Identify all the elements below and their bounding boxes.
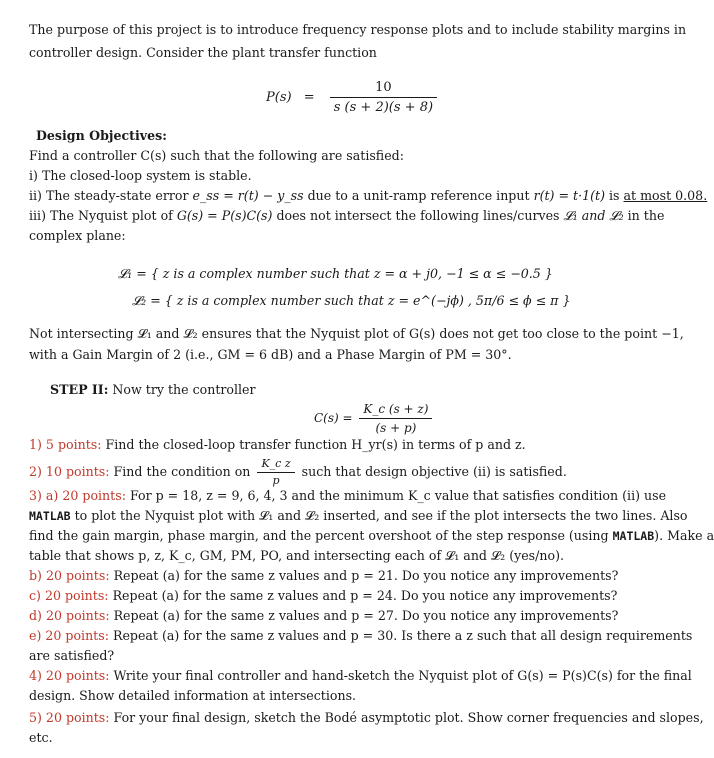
task-2-fraction [257, 458, 294, 487]
task-3c-text: Repeat (a) for the same z values and p = 24. Do you notice any improvements? [112, 588, 618, 603]
task-1-text: Find the closed-loop transfer function H_yr(s) in terms of p and z. [105, 437, 526, 452]
objective-item-3 [29, 208, 700, 224]
objectives-heading: Design Objectives: [36, 128, 167, 143]
controller-equation [314, 402, 435, 435]
task-3c-points: c) 20 points: [29, 588, 109, 603]
objectives-find: Find a controller C(s) such that the following are satisfied: [29, 148, 404, 163]
objective-item-1: i) The closed-loop system is stable. [29, 168, 252, 183]
task-5-cont: etc. [29, 730, 53, 745]
task-3e-cont: are satisfied? [29, 648, 115, 663]
plant-numerator: 10 [375, 80, 392, 95]
task-3e [29, 628, 700, 644]
plant-fraction [330, 80, 437, 115]
item2-text-b: due to a unit-ramp reference input [307, 188, 530, 203]
set-L1: 𝓛₁ = { z is a complex number such that z = α + j0, −1 ≤ α ≤ −0.5 } [118, 266, 553, 281]
task-5-points: 5) 20 points: [29, 710, 110, 725]
plant-equation [266, 80, 440, 115]
task-3a-line-3 [29, 528, 714, 544]
task-3d [29, 608, 700, 624]
item3-text-a: iii) The Nyquist plot of [29, 208, 173, 223]
item2-underlined: at most 0.08. [623, 188, 708, 203]
task-1-points: 1) 5 points: [29, 437, 102, 452]
step-label: STEP II: [50, 382, 109, 397]
task-4-points: 4) 20 points: [29, 668, 110, 683]
note-line-1: Not intersecting 𝓛₁ and 𝓛₂ ensures that the Nyquist plot of G(s) does not get too close to the point −1, [29, 326, 684, 341]
task-3a-text-3b: ). Make a [654, 528, 714, 543]
controller-fraction [359, 402, 432, 435]
task-3a-text-3: find the gain margin, phase margin, and the percent overshoot of the step response (using [29, 528, 609, 543]
controller-numerator: K_c (s + z) [363, 402, 429, 416]
task-3a-line-2 [29, 508, 700, 524]
intro-line-1: The purpose of this project is to introduce frequency response plots and to include stability margins in [29, 22, 687, 37]
item3-math2: 𝓛₁ and 𝓛₂ [563, 208, 624, 223]
item3-text-b: does not intersect the following lines/curves [276, 208, 560, 223]
task-3a-line-4: table that shows p, z, K_c, GM, PM, PO, and intersecting each of 𝓛₁ and 𝓛₂ (yes/no). [29, 548, 564, 563]
task-3d-points: d) 20 points: [29, 608, 110, 623]
task-3b-points: b) 20 points: [29, 568, 110, 583]
step-label-rest: Now try the controller [112, 382, 256, 397]
task-2-frac-num: K_c z [261, 457, 291, 470]
task-3e-points: e) 20 points: [29, 628, 109, 643]
controller-lhs: C(s) = [314, 411, 353, 425]
matlab-label-2: MATLAB [612, 529, 655, 543]
task-3a-line-1 [29, 488, 700, 504]
plant-denominator: s (s + 2)(s + 8) [330, 97, 437, 115]
item2-math: e_ss = r(t) − y_ss [192, 188, 304, 203]
controller-denominator: (s + p) [359, 418, 432, 435]
task-3d-text: Repeat (a) for the same z values and p = 27. Do you notice any improvements? [113, 608, 619, 623]
plant-equals: = [303, 90, 315, 105]
item3-text-c: in the [627, 208, 665, 223]
task-5-text: For your final design, sketch the Bodé asymptotic plot. Show corner frequencies and slopes, [113, 710, 704, 725]
task-3a-points: 3) a) 20 points: [29, 488, 126, 503]
step-heading [50, 382, 700, 398]
task-3a-text-2: to plot the Nyquist plot with 𝓛₁ and 𝓛₂ inserted, and see if the plot intersects the two lines. Also [74, 508, 688, 523]
task-4 [29, 668, 700, 684]
task-3c [29, 588, 700, 604]
item2-text-a: ii) The steady-state error [29, 188, 189, 203]
objective-item-3-cont: complex plane: [29, 228, 126, 243]
task-2-frac-den: p [257, 472, 294, 487]
intro-line-2: controller design. Consider the plant transfer function [29, 45, 377, 60]
item3-math: G(s) = P(s)C(s) [176, 208, 273, 223]
task-2-text-a: Find the condition on [113, 464, 251, 479]
task-4-cont: design. Show detailed information at intersections. [29, 688, 357, 703]
task-3a-text: For p = 18, z = 9, 6, 4, 3 and the minimum K_c value that satisfies condition (ii) use [129, 488, 667, 503]
task-3b-text: Repeat (a) for the same z values and p = 21. Do you notice any improvements? [113, 568, 619, 583]
task-3e-text: Repeat (a) for the same z values and p = 30. Is there a z such that all design requirements [112, 628, 693, 643]
matlab-label: MATLAB [29, 509, 71, 523]
task-4-text: Write your final controller and hand-sketch the Nyquist plot of G(s) = P(s)C(s) for the final [113, 668, 692, 683]
task-2-points: 2) 10 points: [29, 464, 110, 479]
item2-text-c: is [609, 188, 620, 203]
plant-lhs: P(s) [266, 90, 292, 105]
task-3b [29, 568, 700, 584]
task-5 [29, 710, 704, 726]
objective-item-2 [29, 188, 708, 204]
task-1 [29, 437, 700, 453]
set-L2: 𝓛₂ = { z is a complex number such that z = e^(−jϕ) , 5π/6 ≤ ϕ ≤ π } [132, 293, 571, 308]
note-line-2: with a Gain Margin of 2 (i.e., GM = 6 dB) and a Phase Margin of PM = 30°. [29, 347, 512, 362]
task-2 [29, 458, 700, 487]
task-2-text-b: such that design objective (ii) is satisfied. [301, 464, 567, 479]
item2-math2: r(t) = t·1(t) [533, 188, 605, 203]
